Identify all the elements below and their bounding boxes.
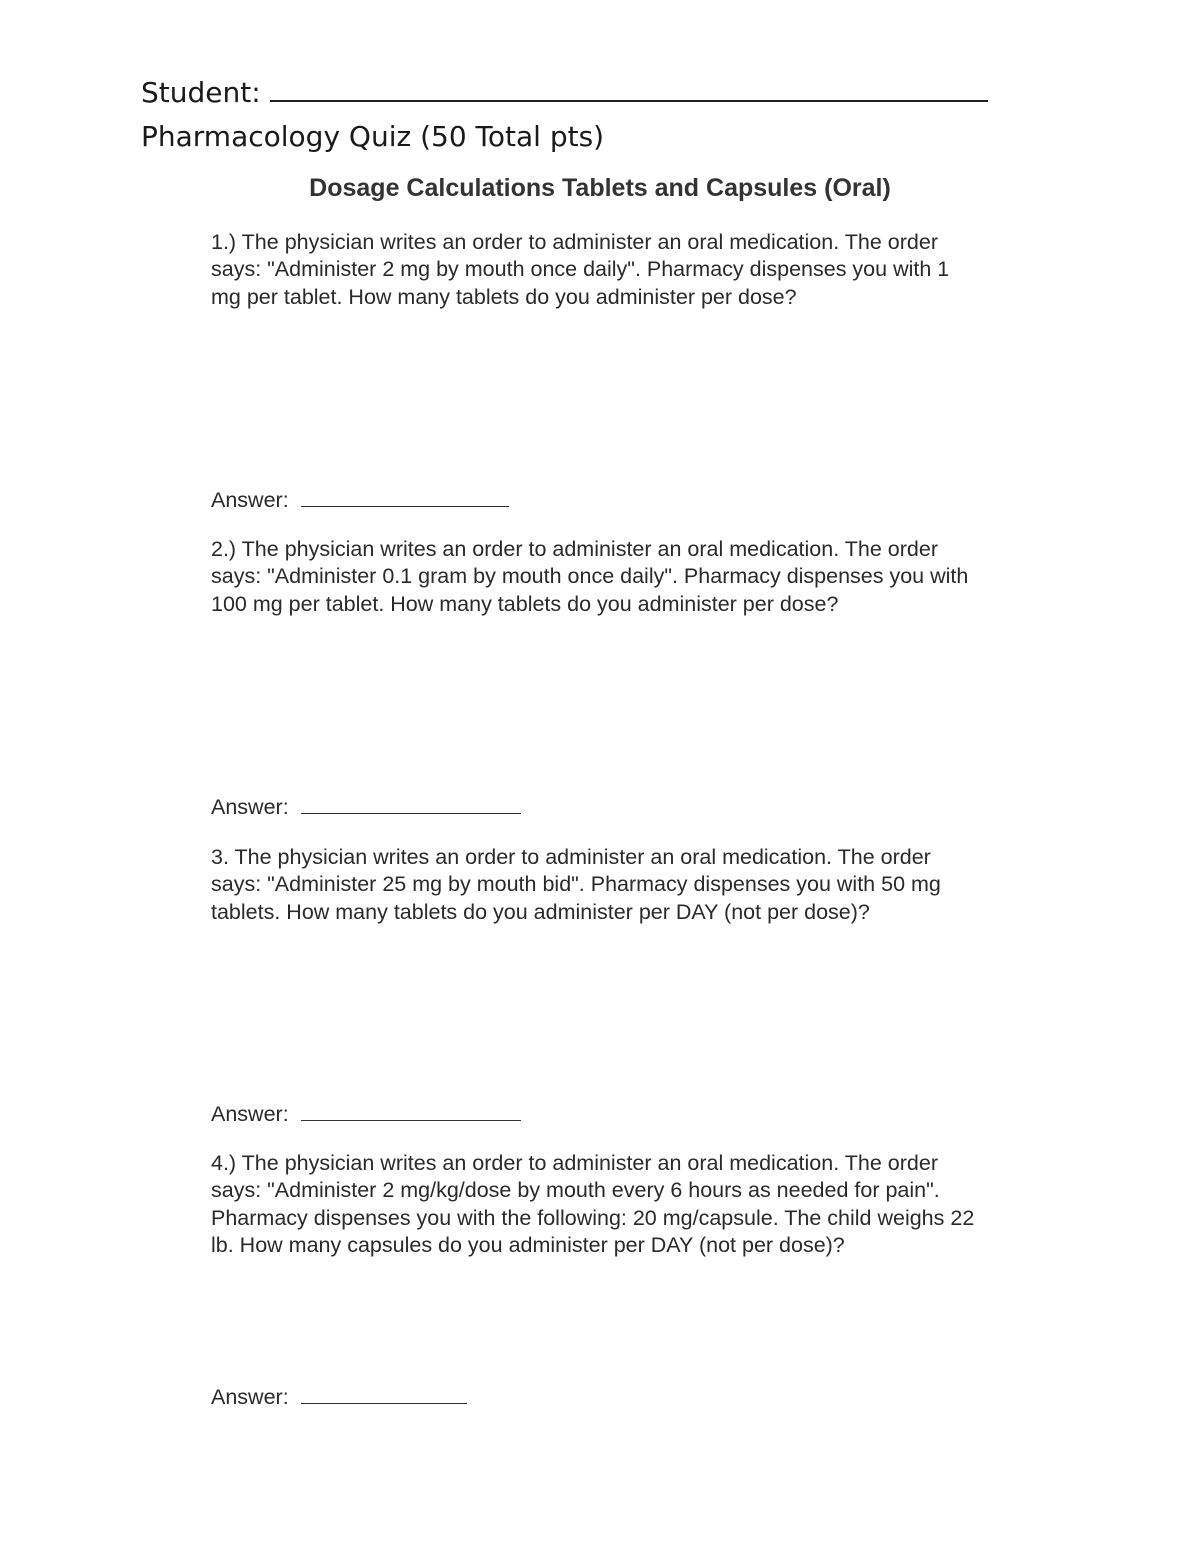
question-4-line-2: says: "Administer 2 mg/kg/dose by mouth every 6 hours as needed for pain". (211, 1178, 940, 1203)
question-4-line-1: 4.) The physician writes an order to administer an oral medication. The order (211, 1151, 938, 1175)
answer-2 (211, 793, 521, 821)
answer-3 (211, 1100, 521, 1128)
answer-4 (211, 1383, 467, 1411)
answer-3-label: Answer: (211, 1102, 289, 1126)
question-4-line-4: lb. How many capsules do you administer per DAY (not per dose)? (211, 1232, 845, 1257)
question-3-line-3: tablets. How many tablets do you administer per DAY (not per dose)? (211, 899, 870, 924)
student-name-line (141, 76, 988, 110)
question-1-line-3: mg per tablet. How many tablets do you administer per dose? (211, 284, 797, 309)
section-title: Dosage Calculations Tablets and Capsules (Oral) (309, 174, 891, 202)
answer-1 (211, 486, 509, 514)
student-label: Student: (141, 76, 261, 109)
answer-1-label: Answer: (211, 488, 289, 512)
question-3-line-2: says: "Administer 25 mg by mouth bid". Pharmacy dispenses you with 50 mg (211, 872, 941, 897)
question-1-line-1: 1.) The physician writes an order to administer an oral medication. The order (211, 230, 938, 254)
question-2-line-1: 2.) The physician writes an order to administer an oral medication. The order (211, 537, 938, 561)
answer-4-blank[interactable] (301, 1383, 467, 1404)
question-1-line-2: says: "Administer 2 mg by mouth once daily". Pharmacy dispenses you with 1 (211, 257, 950, 282)
question-2 (211, 536, 1071, 618)
student-name-blank[interactable] (270, 78, 988, 102)
question-3 (211, 844, 1071, 926)
answer-4-label: Answer: (211, 1385, 289, 1409)
question-2-line-3: 100 mg per tablet. How many tablets do you administer per dose? (211, 591, 839, 616)
answer-2-blank[interactable] (301, 793, 521, 814)
answer-3-blank[interactable] (301, 1100, 521, 1121)
question-3-line-1: 3. The physician writes an order to administer an oral medication. The order (211, 845, 931, 869)
quiz-title: Pharmacology Quiz (50 Total pts) (141, 120, 605, 153)
question-4 (211, 1150, 1071, 1259)
question-4-line-3: Pharmacy dispenses you with the following: 20 mg/capsule. The child weighs 22 (211, 1205, 975, 1230)
question-2-line-2: says: "Administer 0.1 gram by mouth once daily". Pharmacy dispenses you with (211, 564, 969, 589)
answer-2-label: Answer: (211, 795, 289, 819)
question-1 (211, 229, 1071, 311)
answer-1-blank[interactable] (301, 486, 509, 507)
